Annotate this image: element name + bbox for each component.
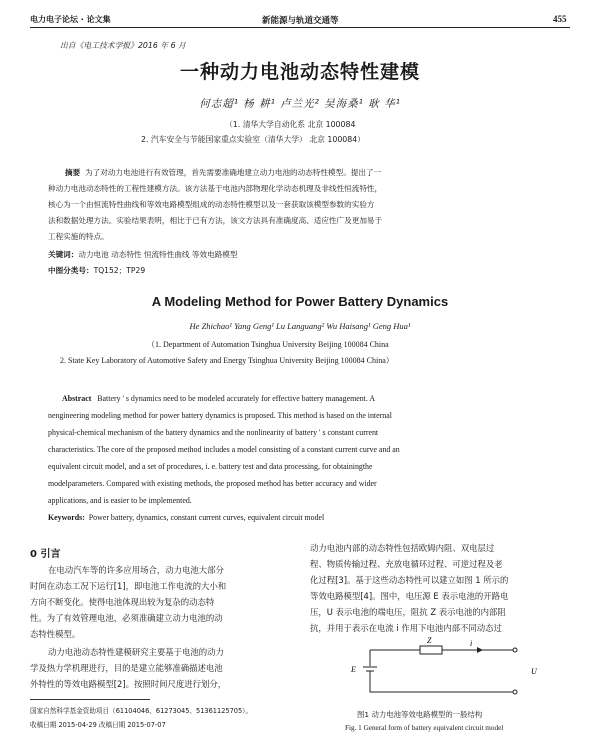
body-line: 化过程[3]。基于这些动态特性可以建立如图 1 所示的 (310, 575, 509, 585)
keywords-en (48, 510, 324, 525)
impedance-z-box (420, 646, 442, 654)
current-arrow-icon (477, 647, 483, 653)
label-z: Z (427, 636, 432, 645)
abstract-zh-label-text: 摘要 (65, 168, 81, 177)
body-line: 程、物质传输过程、充放电循环过程、可逆过程及老 (310, 559, 503, 569)
abstract-en-line: applications, and is easier to be implemented. (48, 496, 192, 505)
header-section: 新能源与轨道交通等 (262, 16, 339, 26)
abstract-zh-line: 核心为一个由恒流特性曲线和等效电路模型组成的动态特性模型以及一套获取该模型参数的实验方 (48, 200, 375, 209)
authors-en: He Zhichao¹ Yang Geng¹ Lu Languang² Wu Haisang¹ Geng Hua¹ (189, 321, 411, 331)
abstract-en-line: equivalent circuit model, and a set of procedures, i. e. battery test and data processing, for obtainingthe (48, 462, 373, 471)
body-line: 性。为了有效管理电池，必须准确建立动力电池的动 (30, 613, 223, 623)
affiliation-zh-2: 2. 汽车安全与节能国家重点实验室（清华大学） 北京 100084） (141, 135, 365, 144)
body-line: 时间在动态工况下运行[1]，即电池工作电流的大小和 (30, 581, 227, 591)
abstract-en-line: nengineering modeling method for power battery dynamics is proposed. This method is based on the internal (48, 411, 392, 420)
abstract-en-label: Abstract (62, 394, 92, 403)
footnote-fund: 国家自然科学基金资助项目（61104046、61273045、51361125705）。 (30, 707, 253, 715)
body-line: 动力电池动态特性建模研究主要基于电池的动力 (48, 647, 224, 657)
page-number: 455 (553, 14, 567, 24)
wire-bottom (370, 671, 515, 692)
title-zh: 一种动力电池动态特性建模 (179, 61, 420, 83)
abstract-zh-line: 种动力电池动态特性的工程性建模方法。该方法基于电池内部物理化学动态机理及非线性恒流特性， (48, 184, 383, 193)
abstract-zh-line: 工程实施的特点。 (48, 232, 109, 241)
title-en: A Modeling Method for Power Battery Dynamics (151, 294, 449, 309)
clc-value: TQ152；TP29 (93, 266, 146, 275)
affiliation-en-2: 2. State Key Laboratory of Automotive Safety and Energy Tsinghua University Beijing 100084 China） (60, 356, 394, 365)
source-note: 出自《电工技术学报》2016 年 6 月 (60, 41, 186, 50)
header-rule (30, 27, 570, 28)
equivalent-circuit-diagram (345, 636, 555, 706)
abstract-en-line: characteristics. The core of the proposed method includes a model consisting of a constant current curve and an (48, 445, 400, 454)
keywords-zh-text: 动力电池 动态特性 恒流特性曲线 等效电路模型 (78, 250, 238, 259)
body-line: 动力电池内部的动态特性包括欧姆内阻、双电层过 (310, 543, 495, 553)
authors-zh: 何志超¹ 杨 耕¹ 卢兰光² 吴海桑¹ 耿 华¹ (199, 98, 401, 110)
affiliation-zh-1: （1. 清华大学自动化系 北京 100084 (225, 120, 356, 129)
section-heading: 0 引言 (30, 549, 61, 560)
body-line: 外特性的等效电路模型[2]。按照时间尺度进行划分， (30, 679, 227, 689)
figure-caption-zh: 图1 动力电池等效电路模型的一般结构 (357, 710, 483, 719)
body-line: 压，U 表示电池的端电压，阻抗 Z 表示电池的内部阻 (310, 607, 506, 617)
affiliation-en-1: （1. Department of Automation Tsinghua University Beijing 100084 China (147, 340, 389, 349)
body-line: 在电动汽车等的许多应用场合，动力电池大部分 (48, 565, 224, 575)
label-e: E (351, 665, 356, 674)
body-line: 抗，并用于表示在电流 i 作用下电池内部不同动态过 (310, 623, 502, 633)
keywords-en-text: Power battery, dynamics, constant current curves, equivalent circuit model (88, 513, 325, 522)
terminal-plus (513, 648, 517, 652)
header-journal: 电力电子论坛 · 论文集 (30, 15, 111, 24)
label-u: U (531, 667, 537, 676)
keywords-zh-label: 关键词： (48, 250, 79, 259)
abstract-en-line: modelparameters. Compared with existing methods, the proposed method has better accuracy and wider (48, 479, 377, 488)
abstract-zh-line: 法和数据处理方法。实验结果表明，相比于已有方法，该文方法具有准确度高、适应性广及更加易于 (48, 216, 383, 225)
keywords-zh (48, 248, 238, 262)
terminal-minus (513, 690, 517, 694)
figure-caption-en: Fig. 1 General form of battery equivalent circuit model (345, 724, 504, 732)
body-line: 等效电路模型[4]。图中，电压源 E 表示电池的开路电 (310, 591, 509, 601)
label-i: i (470, 639, 473, 648)
abstract-en-first (62, 391, 375, 406)
keywords-en-label: Keywords: (48, 513, 85, 522)
abstract-zh-label (65, 166, 381, 180)
abstract-en-line: physical-chemical mechanism of the battery dynamics and the nonlinearity of battery ' s constant current (48, 428, 379, 437)
body-line: 态特性模型。 (30, 629, 81, 639)
abstract-zh-line: 为了对动力电池进行有效管理，首先需要准确地建立动力电池的动态特性模型。提出了一 (85, 168, 382, 177)
footnote-rule (30, 699, 150, 700)
abstract-en-line: Battery ' s dynamics need to be modeled accurately for effective battery management. A (97, 394, 376, 403)
footnote-dates: 收稿日期 2015-04-29 改稿日期 2015-07-07 (30, 721, 166, 729)
clc-number (48, 264, 145, 278)
clc-label: 中图分类号： (48, 266, 94, 275)
body-line: 方向不断变化。使得电池体现出较为复杂的动态特 (30, 597, 215, 607)
body-line: 学及热力学机理进行，目的是建立能够准确描述电池 (30, 663, 223, 673)
